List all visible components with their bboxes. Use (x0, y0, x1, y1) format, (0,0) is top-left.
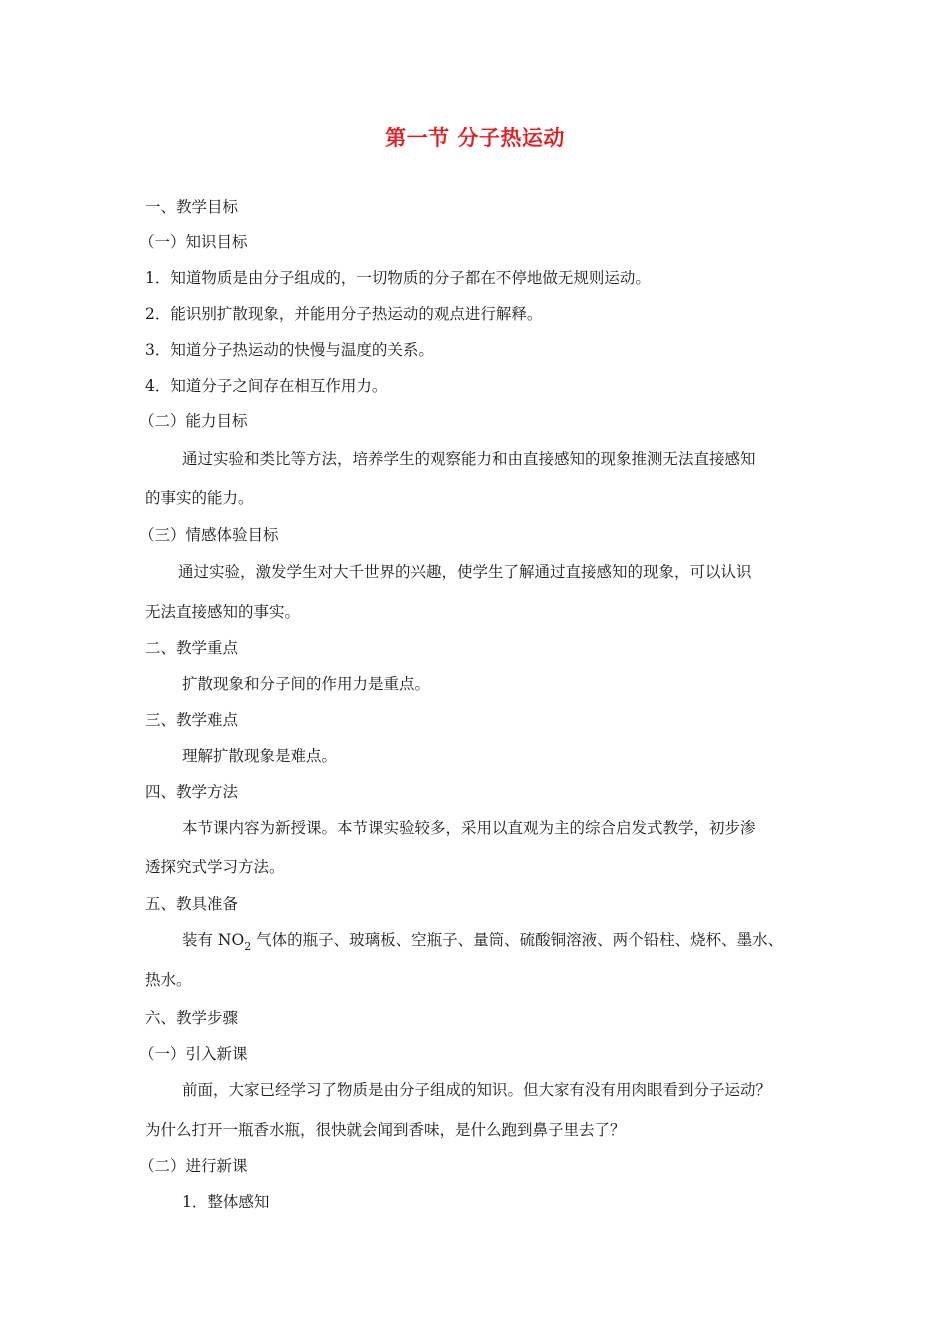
paragraph-line: 无法直接感知的事实。 (145, 603, 301, 621)
subsection-heading: （一）知识目标 (139, 233, 248, 251)
section-heading: 二、教学重点 (145, 639, 239, 657)
subsection-heading: （二）进行新课 (139, 1157, 248, 1175)
list-item: 1．知道物质是由分子组成的，一切物质的分子都在不停地做无规则运动。 (145, 269, 651, 287)
subscript: 2 (244, 940, 252, 953)
section-heading: 三、教学难点 (145, 711, 239, 729)
text-run: 气体的瓶子、玻璃板、空瓶子、量筒、硫酸铜溶液、两个铅柱、烧杯、墨水、 (251, 931, 784, 949)
paragraph-line: 理解扩散现象是难点。 (182, 747, 338, 765)
section-heading: 六、教学步骤 (145, 1009, 239, 1027)
paragraph-line: 通过实验和类比等方法，培养学生的观察能力和由直接感知的现象推测无法直接感知 (182, 450, 756, 468)
document-title: 第一节 分子热运动 (385, 126, 565, 150)
section-heading: 四、教学方法 (145, 783, 239, 801)
paragraph-line (182, 930, 783, 952)
paragraph-line: 前面，大家已经学习了物质是由分子组成的知识。但大家有没有用肉眼看到分子运动？ (182, 1081, 772, 1099)
paragraph-line: 透探究式学习方法。 (145, 858, 285, 876)
paragraph-line: 的事实的能力。 (145, 489, 254, 507)
subsection-heading: （二）能力目标 (139, 412, 248, 430)
list-item: 4．知道分子之间存在相互作用力。 (145, 377, 388, 395)
section-heading: 一、教学目标 (145, 198, 239, 216)
list-item: 2．能识别扩散现象，并能用分子热运动的观点进行解释。 (145, 305, 543, 323)
paragraph-line: 本节课内容为新授课。本节课实验较多，采用以直观为主的综合启发式教学，初步渗 (182, 819, 756, 837)
subsection-heading: （一）引入新课 (139, 1045, 248, 1063)
paragraph-line: 通过实验，激发学生对大千世界的兴趣，使学生了解通过直接感知的现象，可以认识 (178, 563, 752, 581)
text-run: 装有 NO (182, 931, 245, 949)
subsection-heading: （三）情感体验目标 (139, 526, 279, 544)
paragraph-line: 为什么打开一瓶香水瓶，很快就会闻到香味，是什么跑到鼻子里去了？ (145, 1121, 626, 1139)
section-heading: 五、教具准备 (145, 895, 239, 913)
paragraph-line: 扩散现象和分子间的作用力是重点。 (182, 675, 431, 693)
list-item: 3．知道分子热运动的快慢与温度的关系。 (145, 341, 434, 359)
list-item: 1．整体感知 (182, 1193, 270, 1211)
paragraph-line: 热水。 (145, 971, 192, 989)
